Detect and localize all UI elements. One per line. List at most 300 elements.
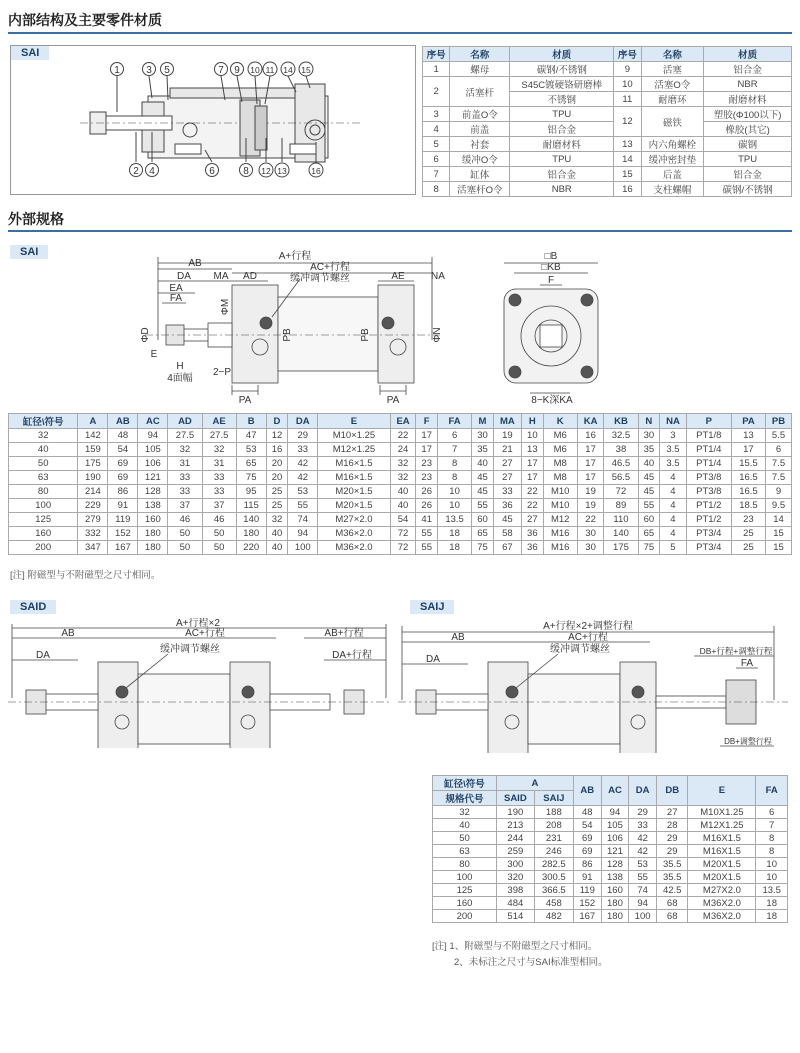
table-cell: 29: [288, 429, 318, 443]
table-row: [9, 541, 792, 555]
sai-th: E: [318, 414, 390, 429]
parts-cell: 1: [423, 62, 450, 77]
table-cell: 7: [438, 443, 472, 457]
table-cell: 229: [78, 499, 108, 513]
callout-9: 9: [234, 65, 240, 76]
parts-cell: 后盖: [641, 167, 704, 182]
table-cell: 60: [472, 513, 494, 527]
table-cell: 159: [78, 443, 108, 457]
table-cell: 3.5: [660, 443, 687, 457]
table-cell: 110: [604, 513, 638, 527]
table-cell: 29: [629, 806, 657, 819]
table-cell: 33: [629, 819, 657, 832]
table-cell: M36X2.0: [688, 897, 756, 910]
th-no: 序号: [423, 47, 450, 62]
table-cell: 16: [266, 443, 288, 457]
sai-th: 缸径\符号: [9, 414, 78, 429]
parts-cell: 11: [614, 92, 641, 107]
parts-cell: 衬套: [450, 137, 510, 152]
parts-cell: 活塞杆: [450, 77, 510, 107]
parts-cell: 铝合金: [704, 167, 792, 182]
dim-kb: □KB: [541, 262, 561, 273]
table-row: [9, 499, 792, 513]
table-cell: 214: [78, 485, 108, 499]
table-cell: 56.5: [604, 471, 638, 485]
table-cell: 45: [493, 513, 521, 527]
table-cell: 19: [577, 499, 604, 513]
table-cell: M10: [543, 499, 577, 513]
note-2b: 2、未标注之尺寸与SAI标准型相同。: [454, 957, 608, 968]
table-cell: 31: [168, 457, 202, 471]
callout-8: 8: [243, 166, 249, 177]
dim-n: ΦN: [432, 327, 443, 343]
said-dim-ab-stroke: AB+行程: [324, 628, 364, 639]
table-cell: 8: [438, 471, 472, 485]
table-cell: 259: [497, 845, 535, 858]
th-material: 材质: [704, 47, 792, 62]
label-cushion-screw: 缓冲调节螺丝: [290, 273, 350, 284]
table-cell: 208: [534, 819, 573, 832]
parts-cell: 活塞O令: [641, 77, 704, 92]
table-cell: 95: [236, 485, 266, 499]
dim-2p: 2−P: [212, 367, 232, 378]
table-cell: 23: [731, 513, 765, 527]
parts-cell: 7: [423, 167, 450, 182]
table-row: [9, 513, 792, 527]
table-cell: 58: [493, 527, 521, 541]
table-cell: 68: [656, 897, 688, 910]
table-cell: M16×1.5: [318, 457, 390, 471]
said-label-cushion: 缓冲调节螺丝: [160, 644, 220, 655]
table-cell: 105: [601, 819, 629, 832]
dim-ac-stroke: AC+行程: [310, 262, 350, 273]
table-cell: M12: [543, 513, 577, 527]
table-cell: 138: [601, 871, 629, 884]
table-cell: 69: [108, 471, 138, 485]
sai-th: NA: [660, 414, 687, 429]
table-cell: 69: [573, 832, 601, 845]
sai-th: KA: [577, 414, 604, 429]
table-cell: 3.5: [660, 457, 687, 471]
table-cell: PT1/2: [686, 513, 731, 527]
parts-cell: 铝合金: [510, 167, 614, 182]
table-cell: 152: [108, 527, 138, 541]
table-cell: 140: [236, 513, 266, 527]
saij-dim-ab: AB: [451, 632, 465, 643]
parts-cell: 前盖O令: [450, 107, 510, 122]
table-cell: 100: [433, 871, 497, 884]
sai-th: AB: [108, 414, 138, 429]
dim-k: 8−K深KA: [531, 395, 573, 405]
table-cell: 244: [497, 832, 535, 845]
parts-cell: 碳钢: [704, 137, 792, 152]
parts-cell: 碳钢/不锈钢: [704, 182, 792, 197]
table-cell: 9.5: [766, 499, 792, 513]
parts-cell: 磁铁: [641, 107, 704, 137]
table-cell: 50: [202, 527, 236, 541]
parts-cell: 耐磨材料: [704, 92, 792, 107]
callout-10: 10: [250, 65, 260, 75]
th-name: 名称: [641, 47, 704, 62]
th-db: DB: [656, 776, 688, 806]
parts-cell: 14: [614, 152, 641, 167]
callout-3: 3: [146, 65, 152, 76]
table-cell: 10: [522, 429, 544, 443]
table-cell: PT3/4: [686, 527, 731, 541]
table-cell: 4: [660, 527, 687, 541]
table-cell: 33: [168, 471, 202, 485]
table-cell: 69: [573, 845, 601, 858]
parts-cell: 10: [614, 77, 641, 92]
table-cell: 50: [433, 832, 497, 845]
table-cell: 42.5: [656, 884, 688, 897]
th-fa: FA: [756, 776, 788, 806]
table-cell: 30: [472, 429, 494, 443]
table-cell: 46.5: [604, 457, 638, 471]
th-e: E: [688, 776, 756, 806]
table-cell: PT3/8: [686, 471, 731, 485]
table-cell: 42: [629, 845, 657, 858]
th-da: DA: [629, 776, 657, 806]
dim-ae: AE: [391, 271, 405, 282]
parts-cell: 缓冲密封垫: [641, 152, 704, 167]
table-cell: 4: [660, 499, 687, 513]
table-cell: 100: [288, 541, 318, 555]
table-row: [9, 485, 792, 499]
table-cell: 105: [138, 443, 168, 457]
parts-cell: 4: [423, 122, 450, 137]
table-cell: 167: [108, 541, 138, 555]
parts-cell: NBR: [510, 182, 614, 197]
callout-6: 6: [209, 166, 215, 177]
said-dim-ac: AC+行程: [185, 628, 225, 639]
parts-cell: 6: [423, 152, 450, 167]
parts-cell: 缓冲O令: [450, 152, 510, 167]
table-cell: 65: [472, 527, 494, 541]
parts-cell: 活塞: [641, 62, 704, 77]
table-cell: 45: [638, 485, 660, 499]
parts-cell: 前盖: [450, 122, 510, 137]
table-cell: 152: [573, 897, 601, 910]
table-cell: M10×1.25: [318, 429, 390, 443]
callout-1: 1: [114, 65, 120, 76]
table-cell: M27×2.0: [318, 513, 390, 527]
table-cell: 160: [601, 884, 629, 897]
table-cell: 7.5: [766, 457, 792, 471]
table-cell: 22: [390, 429, 416, 443]
parts-cell: 内六角螺栓: [641, 137, 704, 152]
table-cell: 68: [656, 910, 688, 923]
table-cell: 142: [78, 429, 108, 443]
tag-said: SAID: [10, 600, 56, 614]
table-cell: 67: [493, 541, 521, 555]
table-cell: 55: [638, 499, 660, 513]
table-cell: 213: [497, 819, 535, 832]
table-cell: M12×1.25: [318, 443, 390, 457]
table-row: [9, 457, 792, 471]
table-cell: 160: [9, 527, 78, 541]
callout-4: 4: [149, 166, 155, 177]
said-saij-dimension-table: [432, 775, 788, 923]
table-cell: 22: [522, 499, 544, 513]
table-cell: 18.5: [731, 499, 765, 513]
parts-cell: 铝合金: [510, 122, 614, 137]
table-cell: 26: [416, 485, 438, 499]
th-spec-code: 规格代号: [433, 791, 497, 806]
table-cell: 40: [638, 457, 660, 471]
table-cell: 32: [390, 471, 416, 485]
table-cell: 180: [138, 527, 168, 541]
table-cell: 40: [433, 819, 497, 832]
table-cell: 27.5: [202, 429, 236, 443]
table-cell: 106: [601, 832, 629, 845]
table-cell: 32: [9, 429, 78, 443]
table-cell: 46: [202, 513, 236, 527]
table-cell: 65: [236, 457, 266, 471]
table-row: [9, 471, 792, 485]
callout-top-group: [111, 62, 314, 76]
table-cell: 40: [472, 457, 494, 471]
table-cell: 69: [108, 457, 138, 471]
table-cell: 17: [577, 471, 604, 485]
table-cell: 9: [766, 485, 792, 499]
table-cell: M6: [543, 443, 577, 457]
table-cell: 6: [438, 429, 472, 443]
table-cell: 86: [573, 858, 601, 871]
table-cell: 35: [472, 443, 494, 457]
table-cell: 125: [433, 884, 497, 897]
table-row: [9, 443, 792, 457]
table-cell: 190: [497, 806, 535, 819]
parts-cell: 15: [614, 167, 641, 182]
table-cell: 4: [660, 513, 687, 527]
section-title-external: 外部规格: [8, 212, 64, 228]
table-cell: 10: [756, 858, 788, 871]
table-cell: 320: [497, 871, 535, 884]
parts-cell: 螺母: [450, 62, 510, 77]
table-cell: 19: [493, 429, 521, 443]
table-cell: 40: [390, 499, 416, 513]
dim-ma: MA: [213, 271, 229, 282]
table-cell: PT1/4: [686, 457, 731, 471]
note-1: [注] 附磁型与不附磁型之尺寸相同。: [10, 570, 161, 581]
parts-cell: 塑胶(Φ100以下): [704, 107, 792, 122]
label-four-flats: 4面幅: [167, 373, 193, 384]
dim-pb-front: PB: [282, 328, 293, 342]
table-cell: 190: [78, 471, 108, 485]
table-cell: 30: [638, 429, 660, 443]
table-cell: 36: [522, 527, 544, 541]
table-cell: 45: [472, 485, 494, 499]
table-cell: 55: [288, 499, 318, 513]
parts-cell: NBR: [704, 77, 792, 92]
table-cell: 25: [266, 485, 288, 499]
table-cell: 50: [168, 527, 202, 541]
table-cell: 55: [472, 499, 494, 513]
table-cell: 5: [660, 541, 687, 555]
table-cell: 15: [766, 541, 792, 555]
table-cell: 75: [638, 541, 660, 555]
dim-ab: AB: [188, 258, 202, 269]
table-cell: 74: [629, 884, 657, 897]
table-cell: M10: [543, 485, 577, 499]
said-dim-a: A+行程×2: [176, 618, 220, 629]
callout-bottom-group: [130, 163, 324, 177]
callout-12: 12: [261, 166, 271, 176]
dim-pa-rear: PA: [386, 395, 400, 405]
th-ab: AB: [573, 776, 601, 806]
table-cell: 94: [138, 429, 168, 443]
sai-th: AE: [202, 414, 236, 429]
parts-cell: S45C镀硬铬研磨棒: [510, 77, 614, 92]
saij-dim-a: A+行程×2+调整行程: [543, 621, 633, 632]
table-cell: 115: [236, 499, 266, 513]
dim-d: ΦD: [140, 327, 151, 343]
table-cell: 4: [660, 471, 687, 485]
table-cell: 47: [236, 429, 266, 443]
note-2a: [注] 1、附磁型与不附磁型之尺寸相同。: [432, 941, 598, 952]
table-cell: 40: [390, 485, 416, 499]
parts-cell: 耐磨材料: [510, 137, 614, 152]
table-cell: 55: [416, 541, 438, 555]
table-row: [433, 871, 788, 884]
table-cell: M16: [543, 541, 577, 555]
table-cell: 36: [522, 541, 544, 555]
table-cell: 160: [433, 897, 497, 910]
parts-material-table: [422, 46, 792, 197]
table-cell: 31: [202, 457, 236, 471]
table-cell: 398: [497, 884, 535, 897]
table-cell: M8: [543, 457, 577, 471]
table-cell: 41: [416, 513, 438, 527]
table-cell: 36: [493, 499, 521, 513]
table-cell: 220: [236, 541, 266, 555]
table-cell: M27X2.0: [688, 884, 756, 897]
table-cell: 128: [138, 485, 168, 499]
said-drawing: [8, 618, 390, 748]
table-cell: 45: [638, 471, 660, 485]
table-cell: M10X1.25: [688, 806, 756, 819]
table-row: [433, 858, 788, 871]
table-cell: 72: [604, 485, 638, 499]
dim-e: E: [150, 349, 158, 360]
saij-dim-db: DB+行程+调整行程: [699, 646, 773, 656]
parts-cell: 支柱螺帽: [641, 182, 704, 197]
table-cell: 33: [202, 485, 236, 499]
table-cell: 482: [534, 910, 573, 923]
table-cell: 100: [629, 910, 657, 923]
table-cell: 16.5: [731, 485, 765, 499]
table-cell: 5.5: [766, 429, 792, 443]
table-cell: 94: [601, 806, 629, 819]
table-cell: 138: [138, 499, 168, 513]
table-cell: 20: [266, 457, 288, 471]
table-cell: 200: [433, 910, 497, 923]
parts-cell: 缸体: [450, 167, 510, 182]
table-row: [9, 429, 792, 443]
sai-th: H: [522, 414, 544, 429]
table-cell: 50: [9, 457, 78, 471]
sai-th: MA: [493, 414, 521, 429]
parts-cell: 8: [423, 182, 450, 197]
table-cell: PT3/4: [686, 541, 731, 555]
table-cell: 35.5: [656, 858, 688, 871]
sai-th: DA: [288, 414, 318, 429]
table-cell: 32: [390, 457, 416, 471]
callout-13: 13: [277, 166, 287, 176]
table-cell: 60: [638, 513, 660, 527]
parts-cell: 铝合金: [704, 62, 792, 77]
said-dim-da-stroke: DA+行程: [332, 650, 372, 661]
tag-saij: SAIJ: [410, 600, 454, 614]
dim-h: H: [176, 361, 184, 372]
table-cell: 32: [433, 806, 497, 819]
table-cell: 514: [497, 910, 535, 923]
table-cell: 17: [577, 443, 604, 457]
table-cell: 282.5: [534, 858, 573, 871]
internal-structure-drawing: [60, 58, 390, 184]
table-cell: 42: [288, 471, 318, 485]
sai-dimension-table: [8, 413, 792, 555]
table-cell: 8: [756, 845, 788, 858]
dim-a-stroke: A+行程: [278, 251, 312, 262]
table-cell: PT3/8: [686, 485, 731, 499]
table-cell: 366.5: [534, 884, 573, 897]
table-cell: 14: [766, 513, 792, 527]
table-cell: 32.5: [604, 429, 638, 443]
table-cell: 279: [78, 513, 108, 527]
tag-sai-internal: SAI: [11, 46, 49, 60]
dim-ad: AD: [243, 271, 257, 282]
table-cell: 6: [756, 806, 788, 819]
table-cell: 17: [416, 443, 438, 457]
table-cell: 231: [534, 832, 573, 845]
table-cell: 24: [390, 443, 416, 457]
table-cell: 33: [202, 471, 236, 485]
table-cell: 42: [288, 457, 318, 471]
table-cell: 119: [108, 513, 138, 527]
table-cell: 40: [266, 527, 288, 541]
table-cell: 17: [522, 471, 544, 485]
table-cell: 33: [288, 443, 318, 457]
dim-m: ΦM: [220, 298, 231, 316]
sai-th: PA: [731, 414, 765, 429]
table-cell: 180: [601, 910, 629, 923]
parts-cell: 3: [423, 107, 450, 122]
table-cell: 38: [604, 443, 638, 457]
table-cell: M16: [543, 527, 577, 541]
th-a: A: [497, 776, 574, 791]
table-cell: 32: [202, 443, 236, 457]
table-row: [433, 832, 788, 845]
table-cell: 28: [656, 819, 688, 832]
table-cell: 42: [629, 832, 657, 845]
table-cell: 10: [756, 871, 788, 884]
table-cell: 106: [138, 457, 168, 471]
table-row: [433, 910, 788, 923]
table-cell: 45: [472, 471, 494, 485]
table-cell: 27: [522, 513, 544, 527]
sai-th: D: [266, 414, 288, 429]
table-cell: 121: [138, 471, 168, 485]
parts-cell: 5: [423, 137, 450, 152]
saij-dim-fa: FA: [740, 658, 754, 669]
table-cell: 15: [766, 527, 792, 541]
table-row: [433, 884, 788, 897]
section-title-internal: 内部结构及主要零件材质: [8, 13, 162, 29]
table-cell: 53: [288, 485, 318, 499]
table-cell: 72: [390, 527, 416, 541]
